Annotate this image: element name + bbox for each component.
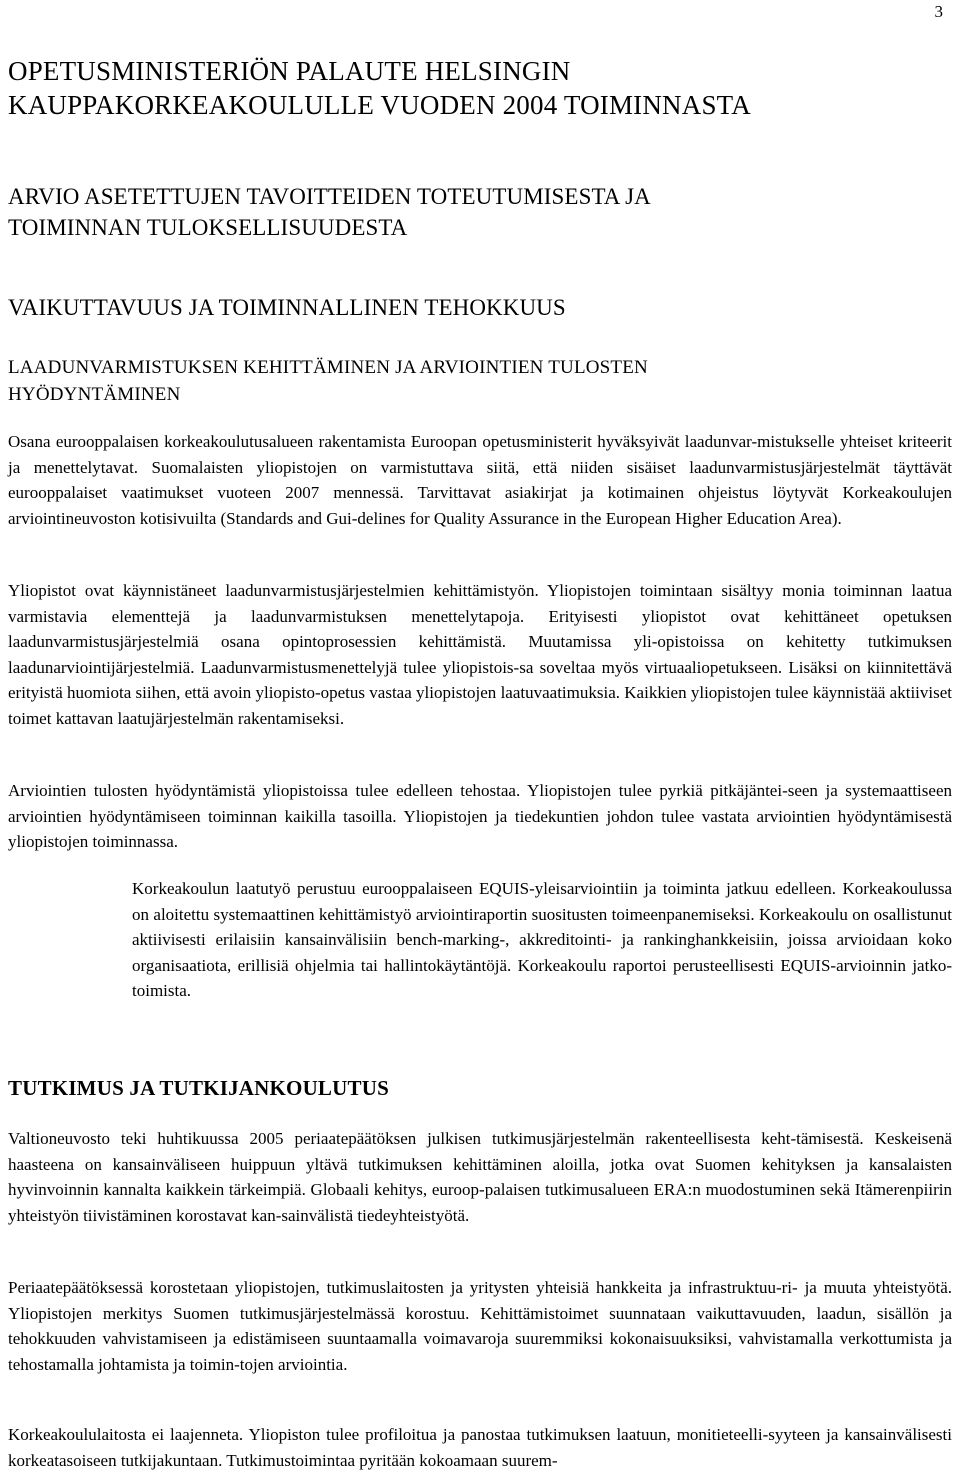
paragraph-research-profile: Korkeakoululaitosta ei laajenneta. Yliopiston tulee profiloitua ja panostaa tutkimuksen laatuun, monitieteelli-syyteen ja kansainvälisesti korkeatasoiseen tutkijakuntaan. Tutkimustoimintaa pyritään kokoamaan suurem- (8, 1425, 952, 1470)
subsection-heading-quality-line2: HYÖDYNTÄMINEN (8, 384, 181, 405)
paragraph-evaluation-results: Arviointien tulosten hyödyntämistä yliopistoissa tulee edelleen tehostaa. Yliopistojen tulee pyrkiä pitkäjäntei-seen ja systemaattiseen arviointien hyödyntämiseen toiminnan kaikilla tasoilla. Yliopistojen ja tiedekuntien johdon tulee vastata arviointien hyödyntämisestä yliopistojen toiminnassa. (8, 781, 952, 852)
section-heading-effectiveness: VAIKUTTAVUUS JA TOIMINNALLINEN TEHOKKUUS (8, 295, 566, 320)
subsection-heading-quality (8, 354, 648, 408)
section-heading-assessment-line2: TOIMINNAN TULOKSELLISUUDESTA (8, 215, 408, 240)
page-number: 3 (934, 2, 943, 21)
paragraph-school-feedback: Korkeakoulun laatutyö perustuu eurooppalaiseen EQUIS-yleisarviointiin ja toiminta jatkuu edelleen. Korkeakoulussa on aloitettu systemaattinen kehittämistyö arviointiraportin suositusten toimeenpanemiseksi. Korkeakoulu on osallistunut aktiivisesti erilaisiin kansainvälisiin bench-marking-, akkreditointi- ja rankinghankkeisiin, joissa arvioidaan koko organisaatiota, erillisiä ohjelmia tai hallintokäytäntöjä. Korkeakoulu raportoi perusteellisesti EQUIS-arvioinnin jatko-toimista. (132, 879, 952, 1001)
paragraph-quality-criteria: Osana eurooppalaisen korkeakoulutusalueen rakentamista Euroopan opetusministerit hyväksyivät laadunvar-mistukselle yhteiset kriteerit ja menettelytavat. Suomalaisten yliopistojen on varmistuttava siitä, että niiden sisäiset laadunvarmistusjärjestelmät täyttävät eurooppalaiset vaatimukset vuoteen 2007 mennessä. Tarvittavat asiakirjat ja kotimainen ohjeistus löytyvät Korkeakoulujen arviointineuvoston kotisivuilta (Standards and Gui-delines for Quality Assurance in the European Higher Education Area). (8, 432, 952, 528)
paragraph-quality-development: Yliopistot ovat käynnistäneet laadunvarmistusjärjestelmien kehittämistyön. Yliopistojen toimintaan sisältyy monia toiminnan laatua varmistavia elementtejä ja laadunvarmistuksen menettelytapoja. Erityisesti yliopistot ovat kehittäneet opetuksen laadunvarmistusjärjestelmiä osana opintoprosessien kehittämistä. Muutamissa yli-opistoissa on kehitetty tutkimuksen laadunarviointijärjestelmiä. Laadunvarmistusmenettelyjä tulee yliopistois-sa soveltaa myös virtuaaliopetukseen. Lisäksi on kiinnitettävä erityistä huomiota siihen, että avoin yliopisto-opetus vastaa yliopistojen laatuvaatimuksia. Kaikkien yliopistojen tulee käynnistää aktiiviset toimet kattavan laatujärjestelmän rakentamiseksi. (8, 581, 952, 728)
document-title-line2: KAUPPAKORKEAKOULULLE VUODEN 2004 TOIMINNASTA (8, 90, 751, 120)
paragraph-research-cooperation: Periaatepäätöksessä korostetaan yliopistojen, tutkimuslaitosten ja yritysten yhteisiä hankkeita ja infrastruktuu-ri- ja muuta yhteistyötä. Yliopistojen merkitys Suomen tutkimusjärjestelmässä korostuu. Kehittämistoimet suunnataan vaikuttavuuden, laadun, sisällön ja tehokkuuden vahvistamiseen ja edistämiseen suuntaamalla voimavaroja suuremmiksi kokonaisuuksiksi, vahvistamalla verkottumista ja tehostamalla johtamista ja toimin-tojen arviointia. (8, 1278, 952, 1374)
document-title (8, 54, 751, 122)
section-heading-research: TUTKIMUS JA TUTKIJANKOULUTUS (8, 1076, 389, 1100)
document-title-line1: OPETUSMINISTERIÖN PALAUTE HELSINGIN (8, 56, 571, 86)
section-heading-assessment (8, 181, 651, 243)
subsection-heading-quality-line1: LAADUNVARMISTUKSEN KEHITTÄMINEN JA ARVIOINTIEN TULOSTEN (8, 357, 648, 378)
section-heading-assessment-line1: ARVIO ASETETTUJEN TAVOITTEIDEN TOTEUTUMISESTA JA (8, 184, 651, 209)
paragraph-research-decision: Valtioneuvosto teki huhtikuussa 2005 periaatepäätöksen julkisen tutkimusjärjestelmän rakenteellisesta keht-tämisestä. Keskeisenä haasteena on kansainväliseen huippuun yltävä tutkimuksen kehittäminen aloilla, jotka ovat Suomen kehityksen ja kansalaisten hyvinvoinnin kannalta kaikkein tärkeimpiä. Globaali kehitys, euroop-palaisen tutkimusalueen ERA:n muodostuminen sekä Itämerenpiirin yhteistyön tiivistäminen korostavat kan-sainvälistä tiedeyhteistyötä. (8, 1129, 952, 1225)
